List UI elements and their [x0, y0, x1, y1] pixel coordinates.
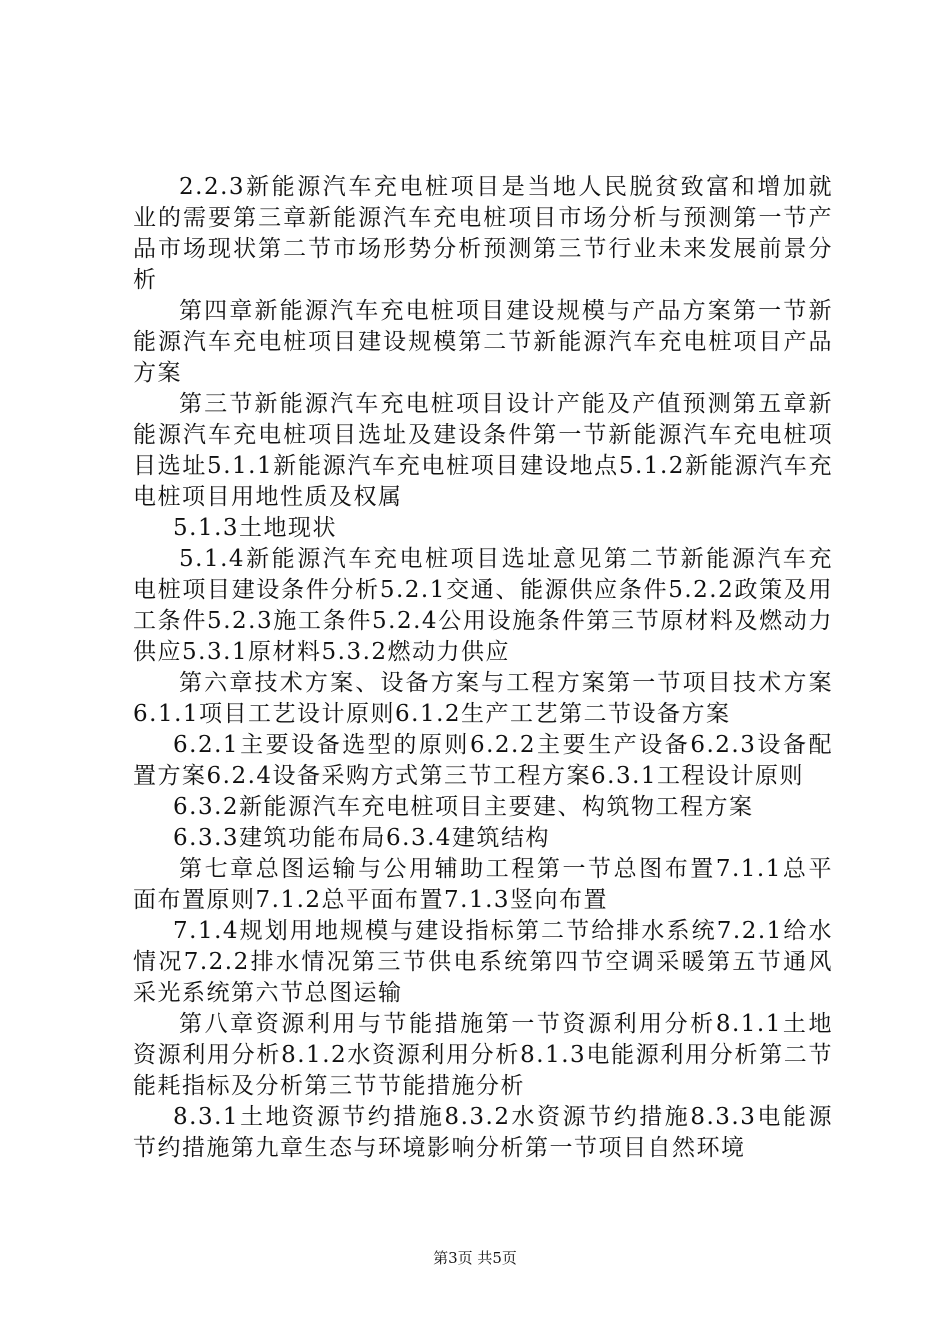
paragraph-12: 第八章资源利用与节能措施第一节资源利用分析8.1.1土地资源利用分析8.1.2水资源利用分析8.1.3电能源利用分析第二节能耗指标及分析第三节节能措施分析: [133, 1011, 833, 1099]
paragraph-10: 第七章总图运输与公用辅助工程第一节总图布置7.1.1总平面布置原则7.1.2总平面布置7.1.3竖向布置: [133, 856, 833, 913]
paragraph-13: 8.3.1土地资源节约措施8.3.2水资源节约措施8.3.3电能源节约措施第九章生态与环境影响分析第一节项目自然环境: [133, 1104, 833, 1161]
paragraph-8: 6.3.2新能源汽车充电桩项目主要建、构筑物工程方案: [173, 794, 754, 820]
page-number-footer: 第3页 共5页: [433, 1249, 517, 1267]
paragraph-5: 5.1.4新能源汽车充电桩项目选址意见第二节新能源汽车充电桩项目建设条件分析5.2.1交通、能源供应条件5.2.2政策及用工条件5.2.3施工条件5.2.4公用设施条件第三节原材料及燃动力供应5.3.1原材料5.3.2燃动力供应: [133, 546, 833, 665]
paragraph-9: 6.3.3建筑功能布局6.3.4建筑结构: [173, 825, 551, 851]
paragraph-6: 第六章技术方案、设备方案与工程方案第一节项目技术方案6.1.1项目工艺设计原则6.1.2生产工艺第二节设备方案: [133, 670, 833, 727]
paragraph-3: 第三节新能源汽车充电桩项目设计产能及产值预测第五章新能源汽车充电桩项目选址及建设条件第一节新能源汽车充电桩项目选址5.1.1新能源汽车充电桩项目建设地点5.1.2新能源汽车充电桩项目用地性质及权属: [133, 391, 833, 510]
paragraph-7: 6.2.1主要设备选型的原则6.2.2主要生产设备6.2.3设备配置方案6.2.4设备采购方式第三节工程方案6.3.1工程设计原则: [133, 732, 833, 789]
paragraph-2: 第四章新能源汽车充电桩项目建设规模与产品方案第一节新能源汽车充电桩项目建设规模第二节新能源汽车充电桩项目产品方案: [133, 298, 833, 386]
paragraph-1: 2.2.3新能源汽车充电桩项目是当地人民脱贫致富和增加就业的需要第三章新能源汽车充电桩项目市场分析与预测第一节产品市场现状第二节市场形势分析预测第三节行业未来发展前景分析: [133, 174, 833, 293]
paragraph-11: 7.1.4规划用地规模与建设指标第二节给排水系统7.2.1给水情况7.2.2排水情况第三节供电系统第四节空调采暖第五节通风采光系统第六节总图运输: [133, 918, 833, 1006]
document-body: [133, 172, 833, 1164]
paragraph-4: 5.1.3土地现状: [173, 515, 338, 541]
